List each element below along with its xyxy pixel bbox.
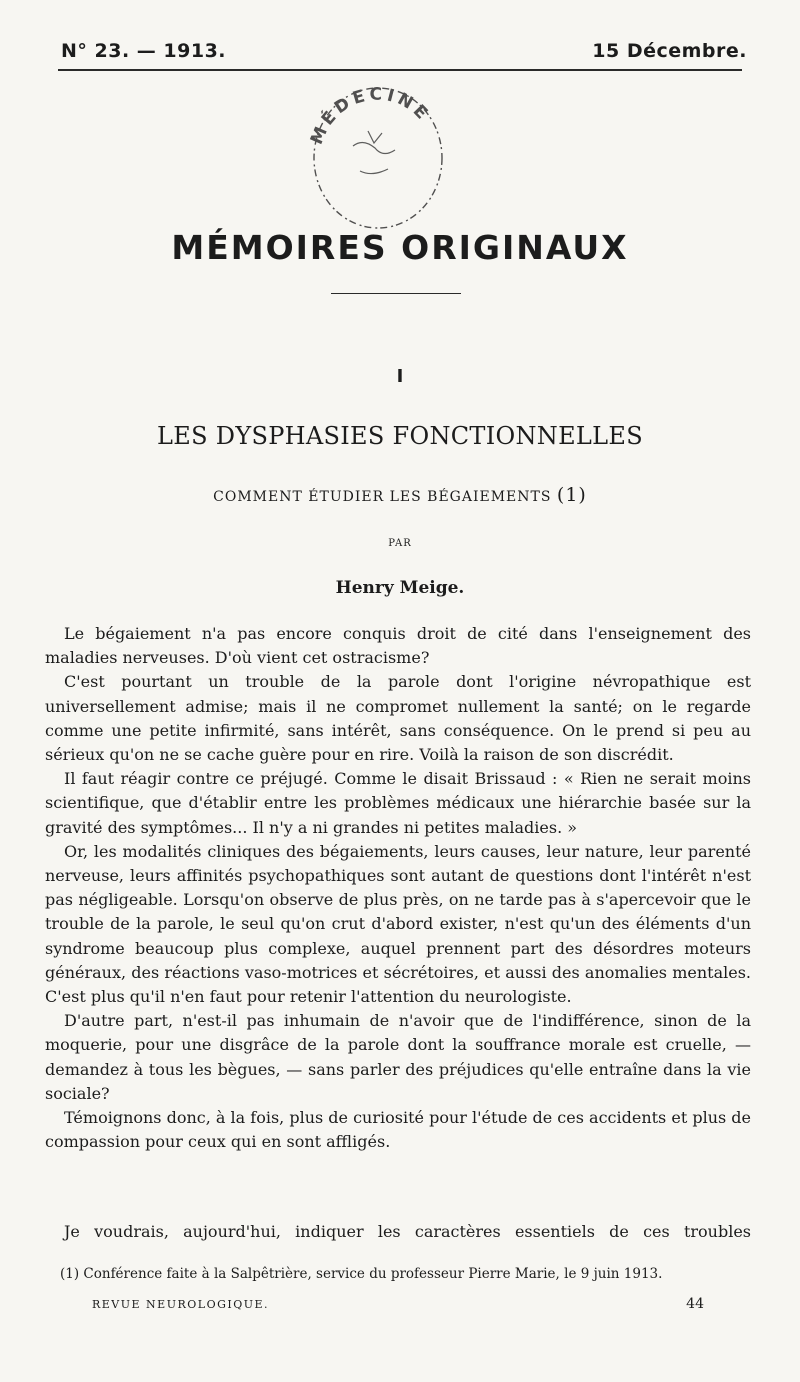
issue-number: N° 23. — 1913. — [61, 40, 227, 62]
article-numeral: I — [396, 366, 404, 387]
issue-date: 15 Décembre. — [592, 40, 747, 62]
article-body — [45, 622, 751, 1154]
paragraph: Témoignons donc, à la fois, plus de curiosité pour l'étude de ces accidents et plus de compassion pour ceux qui en sont affligés. — [45, 1108, 751, 1152]
subtitle-text: COMMENT ÉTUDIER LES BÉGAIEMENTS — [213, 489, 552, 505]
by-line: PAR — [388, 538, 412, 549]
paragraph: Le bégaiement n'a pas encore conquis droit de cité dans l'enseignement des maladies nerveuses. D'où vient cet ostracisme? — [45, 624, 751, 668]
svg-text:MÉDECINE — [307, 85, 434, 148]
stamp-text: MÉDECINE — [306, 84, 434, 148]
paragraph: D'autre part, n'est-il pas inhumain de n'avoir que de l'indifférence, sinon de la moquerie, pour une disgrâce de la parole dont la souffrance morale est cruelle, — demandez à tous les bègues, — sans parler des préjudices qu'elle entraîne dans la vie sociale? — [45, 1011, 751, 1103]
page-footer — [92, 1296, 704, 1312]
paragraph: Or, les modalités cliniques des bégaiements, leurs causes, leur nature, leur parenté nerveuse, leurs affinités psychopathiques sont autant de questions dont l'intérêt n'est pas négligeable. Lorsqu'on observe de plus près, on ne tarde pas à s'apercevoir que le trouble de la parole, le seul qu'on crut d'abord exister, n'est qu'un des éléments d'un syndrome beaucoup plus complexe, auquel prennent part des désordres moteurs généraux, des réactions vaso-motrices et sécrétoires, et aussi des anomalies mentales. C'est plus qu'il n'en faut pour retenir l'attention du neurologiste. — [45, 841, 751, 1007]
journal-name: REVUE NEUROLOGIQUE. — [92, 1298, 270, 1311]
page-number: 44 — [686, 1296, 704, 1312]
library-stamp — [298, 76, 458, 236]
final-paragraph: Je voudrais, aujourd'hui, indiquer les caractères essentiels de ces troubles — [64, 1222, 751, 1241]
header-rule — [58, 69, 742, 71]
article-title: LES DYSPHASIES FONCTIONNELLES — [157, 422, 643, 450]
section-title: MÉMOIRES ORIGINAUX — [171, 228, 629, 267]
article-subtitle — [0, 484, 800, 506]
title-rule — [331, 293, 461, 294]
author-name: Henry Meige. — [335, 578, 465, 598]
paragraph: Il faut réagir contre ce préjugé. Comme le disait Brissaud : « Rien ne serait moins scientifique, que d'établir entre les problèmes médicaux une hiérarchie basée sur la gravité des symptômes... Il n'y a ni grandes ni petites maladies. » — [45, 769, 751, 837]
footnote: (1) Conférence faite à la Salpêtrière, service du professeur Pierre Marie, le 9 juin 1913. — [60, 1266, 663, 1282]
page-header — [61, 40, 747, 62]
footnote-marker: (1) — [556, 484, 587, 506]
paragraph: C'est pourtant un trouble de la parole dont l'origine névropathique est universellement admise; mais il ne compromet nullement la santé; on le regarde comme une petite infirmité, sans intérêt, sans conséquence. On le prend si peu au sérieux qu'on ne se cache guère pour en rire. Voilà la raison de son discrédit. — [45, 672, 751, 765]
